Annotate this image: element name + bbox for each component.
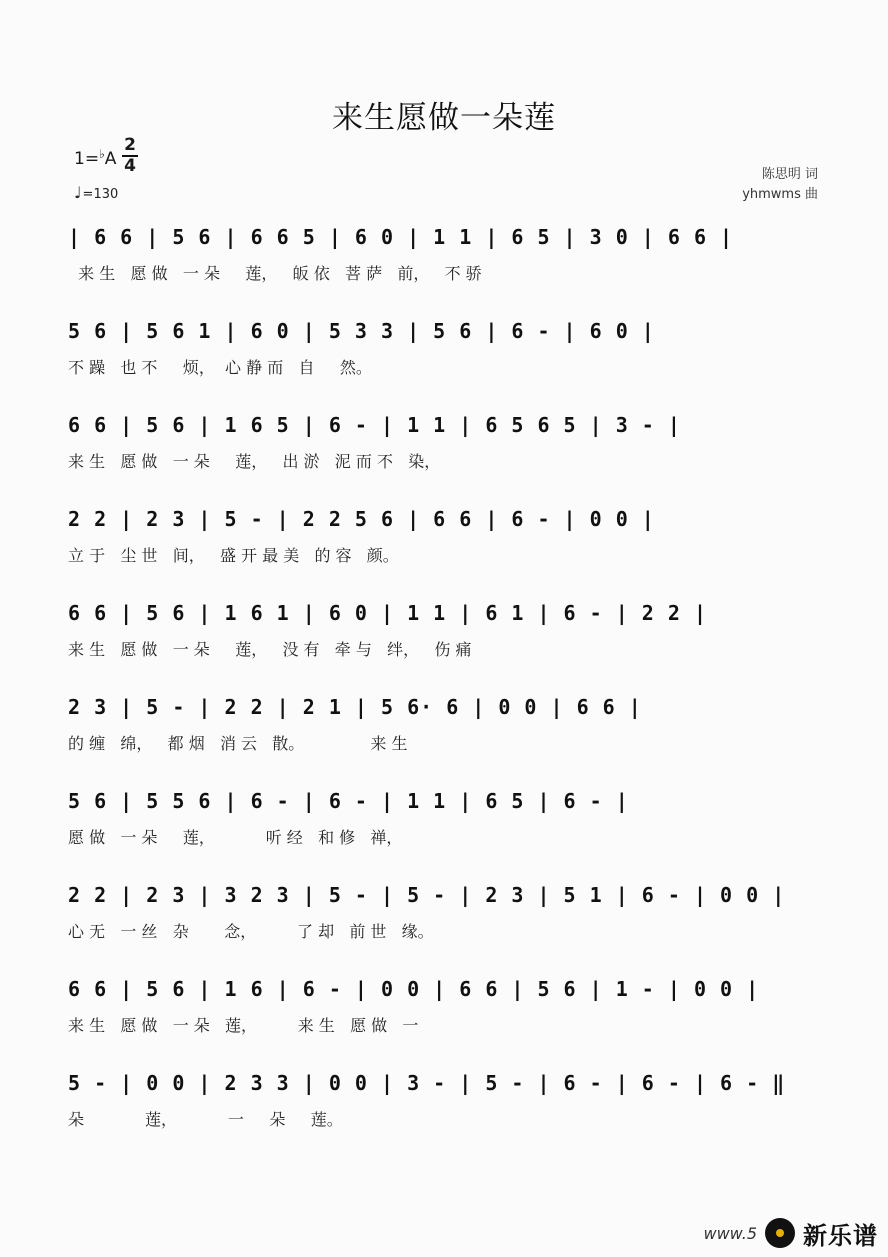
watermark-url: www.5	[703, 1223, 757, 1243]
lyrics-line: 来 生 愿 做 一 朵 莲， 出 淤 泥 而 不 染，	[68, 452, 441, 471]
score-system-3	[0, 411, 888, 483]
notation-line: 6 6 | 5 6 | 1 6 | 6 - | 0 0 | 6 6 | 5 6 | 1 - | 0 0 |	[68, 977, 760, 1001]
lyrics-line: 来 生 愿 做 一 朵 莲， 没 有 牵 与 绊， 伤 痛	[68, 640, 472, 659]
tempo-marking	[74, 183, 118, 202]
score-system-5	[0, 599, 888, 671]
watermark-brand: 新乐谱	[803, 1221, 878, 1250]
credits	[742, 165, 818, 205]
notation-line: 2 2 | 2 3 | 5 - | 2 2 5 6 | 6 6 | 6 - | 0 0 |	[68, 507, 655, 531]
lyrics-line: 来 生 愿 做 一 朵 莲， 皈 依 菩 萨 前， 不 骄	[68, 264, 482, 283]
time-signature-bottom: 4	[124, 156, 136, 176]
lyricist-credit: 陈思明 词	[761, 167, 818, 182]
lyrics-line: 的 缠 绵， 都 烟 消 云 散。 来 生	[68, 734, 408, 753]
lyrics-line: 不 躁 也 不 烦， 心 静 而 自 然。	[68, 358, 372, 377]
score-system-7	[0, 787, 888, 859]
time-signature	[122, 137, 138, 175]
notation-line: 6 6 | 5 6 | 1 6 5 | 6 - | 1 1 | 6 5 6 5 | 3 - |	[68, 413, 681, 437]
score-system-4	[0, 505, 888, 577]
composer-credit: yhmwms 曲	[742, 187, 818, 202]
key-prefix: 1=	[74, 149, 100, 169]
score-system-2	[0, 317, 888, 389]
score-system-9	[0, 975, 888, 1047]
lyrics-line: 心 无 一 丝 杂 念， 了 却 前 世 缘。	[68, 922, 434, 941]
key-signature	[74, 147, 116, 169]
score-system-8	[0, 881, 888, 953]
notation-line: 5 - | 0 0 | 2 3 3 | 0 0 | 3 - | 5 - | 6 - | 6 - | 6 - ‖	[68, 1071, 786, 1095]
site-watermark	[704, 1215, 879, 1251]
notation-line: 2 2 | 2 3 | 3 2 3 | 5 - | 5 - | 2 3 | 5 1 | 6 - | 0 0 |	[68, 883, 786, 907]
lyrics-line: 朵 莲， 一 朵 莲。	[68, 1110, 343, 1129]
lyrics-line: 立 于 尘 世 间， 盛 开 最 美 的 容 颜。	[68, 546, 399, 565]
score-system-1	[0, 223, 888, 295]
notation-line: 5 6 | 5 6 1 | 6 0 | 5 3 3 | 5 6 | 6 - | 6 0 |	[68, 319, 655, 343]
lyrics-line: 愿 做 一 朵 莲， 听 经 和 修 禅，	[68, 828, 403, 847]
flat-icon: ♭	[99, 147, 105, 161]
notation-line: 6 6 | 5 6 | 1 6 1 | 6 0 | 1 1 | 6 1 | 6 - | 2 2 |	[68, 601, 708, 625]
page-title: 来生愿做一朵莲	[332, 100, 556, 136]
time-signature-top: 2	[124, 135, 136, 155]
notation-line: | 6 6 | 5 6 | 6 6 5 | 6 0 | 1 1 | 6 5 | 3 0 | 6 6 |	[68, 225, 734, 249]
score-system-10	[0, 1069, 888, 1141]
score-system-6	[0, 693, 888, 765]
notation-line: 2 3 | 5 - | 2 2 | 2 1 | 5 6· 6 | 0 0 | 6 6 |	[68, 695, 642, 719]
lyrics-line: 来 生 愿 做 一 朵 莲， 来 生 愿 做 一	[68, 1016, 419, 1035]
key-note: A	[104, 149, 117, 169]
notation-line: 5 6 | 5 5 6 | 6 - | 6 - | 1 1 | 6 5 | 6 - |	[68, 789, 629, 813]
tempo-value: =130	[82, 187, 119, 202]
quarter-note-icon: ♩	[74, 183, 82, 202]
record-logo-icon	[765, 1218, 795, 1248]
